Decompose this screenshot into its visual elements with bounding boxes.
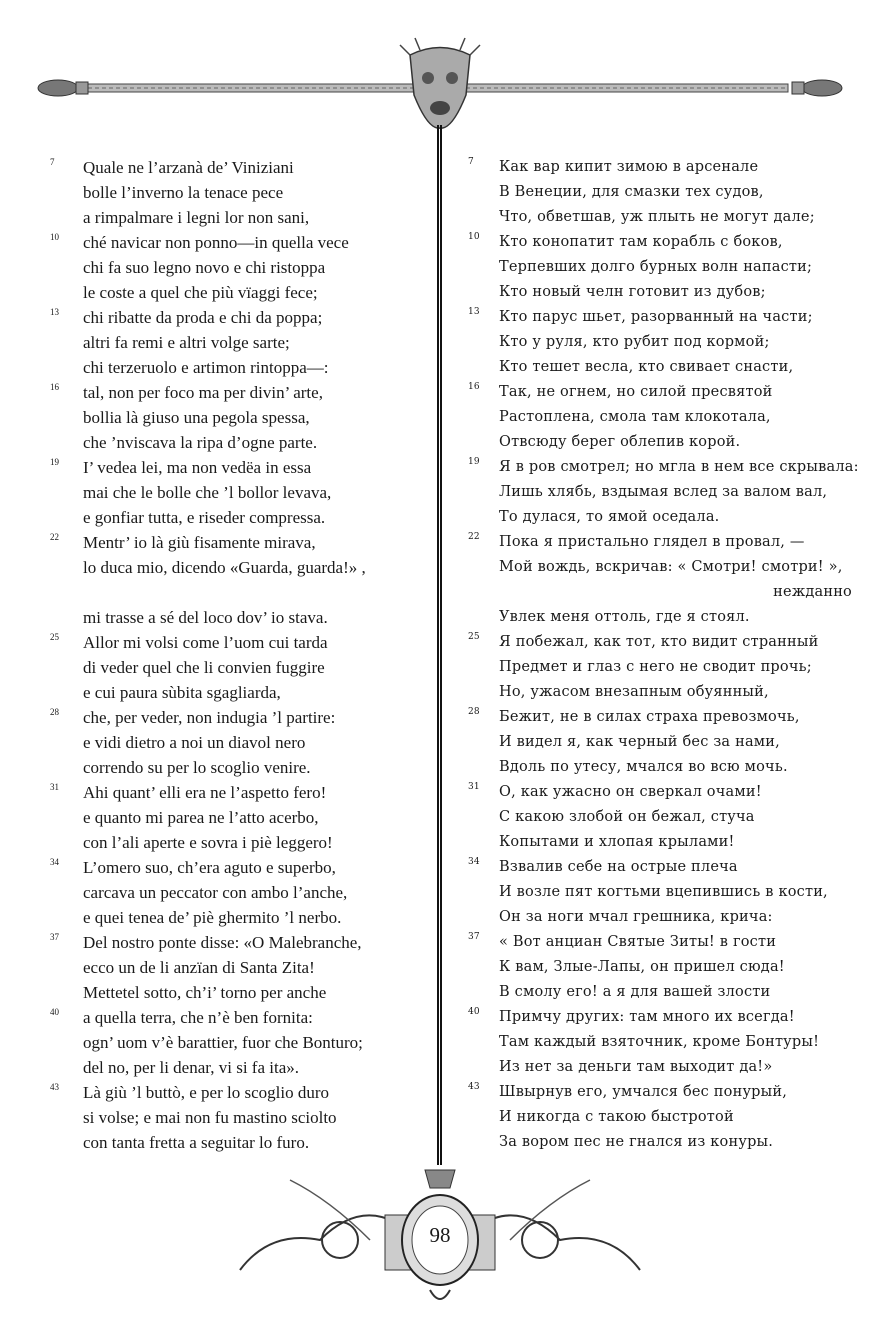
verse-text: Quale ne l’arzanà de’ Viniziani [83, 158, 294, 177]
verse-line [468, 355, 848, 380]
line-number: 34 [50, 857, 59, 867]
verse-text: con tanta fretta a seguitar lo furo. [83, 1133, 310, 1152]
verse-line [468, 580, 852, 605]
verse-text: a rimpalmare i legni lor non sani, [83, 208, 310, 227]
verse-text: « Вот анциан Святые Зиты! в гости [499, 934, 777, 950]
verse-line [50, 780, 430, 805]
verse-line [468, 230, 848, 255]
verse-text: con l’ali aperte e sovra i piè leggero! [83, 833, 333, 852]
verse-text: che ’nviscava la ripa d’ogne parte. [83, 433, 318, 452]
verse-text: Ahi quant’ elli era ne l’aspetto fero! [83, 783, 327, 802]
line-number: 40 [468, 1007, 480, 1017]
verse-line [50, 655, 430, 680]
verse-line [468, 430, 848, 455]
verse-line [50, 1055, 430, 1080]
verse-text: Но, ужасом внезапным обуянный, [499, 684, 769, 700]
verse-line [50, 380, 430, 405]
verse-text: Пока я пристально глядел в провал, — [499, 534, 805, 550]
line-number: 19 [50, 457, 59, 467]
line-number: 37 [468, 932, 480, 942]
line-number: 34 [468, 857, 480, 867]
verse-text: В Венеции, для смазки тех судов, [499, 184, 764, 200]
verse-line [50, 855, 430, 880]
verse-line [468, 655, 848, 680]
verse-line [468, 380, 848, 405]
verse-line [50, 1105, 430, 1130]
page-number: 98 [429, 1223, 451, 1247]
line-number: 22 [468, 532, 480, 542]
verse-line [50, 205, 430, 230]
line-number: 16 [468, 382, 480, 392]
verse-line [468, 505, 848, 530]
verse-text: Я побежал, как тот, кто видит странный [499, 634, 819, 650]
verse-text: si volse; e mai non fu mastino sciolto [83, 1108, 337, 1127]
verse-overflow-fragment: нежданно [773, 584, 852, 600]
verse-text: Там каждый взяточник, кроме Бонтуры! [499, 1034, 820, 1050]
verse-text: Примчу других: там много их всегда! [499, 1009, 795, 1025]
verse-text: И возле пят когтьми вцепившись в кости, [499, 884, 828, 900]
verse-text: bolle l’inverno la tenace pece [83, 183, 284, 202]
verse-text: e gonfiar tutta, e riseder compressa. [83, 508, 326, 527]
verse-line [468, 855, 848, 880]
verse-line [50, 705, 430, 730]
verse-line [50, 430, 430, 455]
verse-line [50, 830, 430, 855]
verse-text: correndo su per lo scoglio venire. [83, 758, 311, 777]
italian-column [50, 155, 430, 1155]
verse-line [468, 305, 848, 330]
verse-text: Из нет за деньги там выходит да!» [499, 1059, 773, 1075]
verse-text: Кто парус шьет, разорванный на части; [499, 309, 813, 325]
verse-line [50, 555, 430, 580]
verse-line [50, 230, 430, 255]
verse-text: Увлек меня оттоль, где я стоял. [499, 609, 750, 625]
line-number: 28 [468, 707, 480, 717]
verse-text: Растоплена, смола там клокотала, [499, 409, 771, 425]
verse-line [468, 955, 848, 980]
verse-text: Копытами и хлопая крылами! [499, 834, 735, 850]
verse-line [50, 505, 430, 530]
verse-line [468, 280, 848, 305]
verse-line [468, 405, 848, 430]
verse-text: e cui paura sùbita sgagliarda, [83, 683, 281, 702]
verse-line [468, 1080, 848, 1105]
verse-line [50, 255, 430, 280]
line-number: 25 [50, 632, 59, 642]
verse-text: e quei tenea de’ piè ghermito ’l nerbo. [83, 908, 342, 927]
verse-text: altri fa remi e altri volge sarte; [83, 333, 290, 352]
verse-text: che, per veder, non indugia ’l partire: [83, 708, 336, 727]
verse-line [50, 955, 430, 980]
left-scroll-icon [240, 1180, 400, 1270]
verse-line [468, 780, 848, 805]
verse-text: Mentr’ io là giù fisamente mirava, [83, 533, 316, 552]
verse-text: К вам, Злые-Лапы, он пришел сюда! [499, 959, 785, 975]
line-number: 19 [468, 457, 480, 467]
verse-line [50, 530, 430, 555]
verse-line [468, 555, 848, 580]
verse-text: lo duca mio, dicendo «Guarda, guarda!» , [83, 558, 366, 577]
verse-text: Взвалив себе на острые плеча [499, 859, 738, 875]
verse-line [468, 455, 859, 480]
verse-text: За вором пес не гнался из конуры. [499, 1134, 774, 1150]
verse-text: le coste a quel che più vïaggi fece; [83, 283, 318, 302]
line-number: 16 [50, 382, 59, 392]
verse-text: Del nostro ponte disse: «O Malebranche, [83, 933, 362, 952]
verse-text: L’omero suo, ch’era aguto e superbo, [83, 858, 336, 877]
line-number: 43 [50, 1082, 59, 1092]
verse-text: Кто у руля, кто рубит под кормой; [499, 334, 770, 350]
verse-line [50, 1005, 430, 1030]
verse-text: Что, обветшав, уж плыть не могут дале; [499, 209, 815, 225]
verse-line [468, 930, 848, 955]
line-number: 31 [468, 782, 480, 792]
verse-line [50, 405, 430, 430]
verse-text: mai che le bolle che ’l bollor levava, [83, 483, 332, 502]
verse-line [468, 1005, 848, 1030]
verse-line [50, 355, 430, 380]
verse-line [50, 1030, 430, 1055]
verse-text: Кто конопатит там корабль с боков, [499, 234, 783, 250]
verse-text: chi ribatte da proda e chi da poppa; [83, 308, 323, 327]
line-number: 10 [50, 232, 59, 242]
verse-text: Он за ноги мчал грешника, крича: [499, 909, 773, 925]
verse-text: bollia là giuso una pegola spessa, [83, 408, 310, 427]
verse-line [468, 530, 848, 555]
verse-text: Мой вождь, вскричав: « Смотри! смотри! », [499, 559, 843, 575]
verse-line [50, 580, 430, 605]
line-number: 7 [468, 157, 474, 167]
verse-text: di veder quel che li convien fuggire [83, 658, 325, 677]
verse-line [50, 630, 430, 655]
line-number: 31 [50, 782, 59, 792]
verse-text: Вдоль по утесу, мчался во всю мочь. [499, 759, 788, 775]
verse-line [50, 880, 430, 905]
verse-text: Предмет и глаз с него не сводит прочь; [499, 659, 812, 675]
verse-line [468, 205, 848, 230]
verse-line [468, 805, 848, 830]
verse-text: I’ vedea lei, ma non vedëa in essa [83, 458, 312, 477]
left-finial-icon [38, 80, 88, 96]
verse-line [50, 755, 430, 780]
line-number: 43 [468, 1082, 480, 1092]
verse-text: e quanto mi parea ne l’atto acerbo, [83, 808, 319, 827]
verse-text: Так, не огнем, но силой пресвятой [499, 384, 773, 400]
verse-line [50, 680, 430, 705]
verse-line [468, 730, 848, 755]
verse-text: mi trasse a sé del loco dov’ io stava. [83, 608, 328, 627]
verse-line [468, 605, 848, 630]
verse-text: ogn’ uom v’è barattier, fuor che Bonturo; [83, 1033, 363, 1052]
verse-text: В смолу его! а я для вашей злости [499, 984, 771, 1000]
verse-line [468, 1055, 848, 1080]
verse-text: chi terzeruolo e artimon rintoppa—: [83, 358, 329, 377]
verse-line [50, 155, 430, 180]
verse-line [50, 330, 430, 355]
verse-text: Là giù ’l buttò, e per lo scoglio duro [83, 1083, 329, 1102]
verse-line [468, 980, 848, 1005]
verse-text: ecco un de li anzïan di Santa Zita! [83, 958, 315, 977]
verse-line [468, 630, 848, 655]
verse-text: Allor mi volsi come l’uom cui tarda [83, 633, 328, 652]
verse-text: carcava un peccator con ambo l’anche, [83, 883, 348, 902]
lion-mask-icon [400, 38, 480, 128]
line-number: 13 [468, 307, 480, 317]
column-divider [437, 125, 442, 1165]
verse-text: И видел я, как черный бес за нами, [499, 734, 780, 750]
verse-text: tal, non per foco ma per divin’ arte, [83, 383, 323, 402]
verse-text: Терпевших долго бурных волн напасти; [499, 259, 813, 275]
verse-line [50, 980, 430, 1005]
line-number: 22 [50, 532, 59, 542]
verse-line [468, 180, 848, 205]
verse-line [468, 680, 848, 705]
verse-line [468, 905, 848, 930]
verse-text: e vidi dietro a noi un diavol nero [83, 733, 306, 752]
verse-line [50, 805, 430, 830]
verse-line [468, 705, 848, 730]
verse-line [468, 880, 848, 905]
verse-text: Швырнув его, умчался бес понурый, [499, 1084, 788, 1100]
verse-text: С какою злобой он бежал, стуча [499, 809, 755, 825]
russian-column [468, 155, 859, 1155]
line-number: 37 [50, 932, 59, 942]
verse-line [50, 180, 430, 205]
line-number: 7 [50, 157, 55, 167]
verse-line [468, 830, 848, 855]
verse-line [468, 155, 848, 180]
line-number: 13 [50, 307, 59, 317]
verse-line [50, 1080, 430, 1105]
verse-text: Лишь хлябь, вздымая вслед за валом вал, [499, 484, 828, 500]
verse-line [50, 480, 430, 505]
verse-text: chi fa suo legno novo e chi ristoppa [83, 258, 326, 277]
verse-line [468, 755, 848, 780]
verse-line [50, 605, 430, 630]
verse-text: И никогда с такою быстротой [499, 1109, 734, 1125]
verse-text: То дулася, то ямой оседала. [499, 509, 720, 525]
verse-line [50, 455, 430, 480]
verse-text: Mettetel sotto, ch’i’ torno per anche [83, 983, 327, 1002]
verse-line [468, 1105, 848, 1130]
verse-line [50, 305, 430, 330]
verse-line [468, 255, 848, 280]
verse-text: Кто тешет весла, кто свивает снасти, [499, 359, 794, 375]
verse-line [468, 480, 848, 505]
verse-text: О, как ужасно он сверкал очами! [499, 784, 762, 800]
line-number: 25 [468, 632, 480, 642]
right-scroll-icon [480, 1180, 640, 1270]
verse-text: ché navicar non ponno—in quella vece [83, 233, 349, 252]
verse-text: Как вар кипит зимою в арсенале [499, 159, 759, 175]
verse-line [50, 930, 430, 955]
verse-line [468, 330, 848, 355]
verse-text: Бежит, не в силах страха превозмочь, [499, 709, 800, 725]
verse-text: Кто новый челн готовит из дубов; [499, 284, 766, 300]
verse-text: Я в ров смотрел; но мгла в нем все скрывала: [499, 459, 859, 475]
verse-line [468, 1030, 848, 1055]
line-number: 28 [50, 707, 59, 717]
line-number: 40 [50, 1007, 59, 1017]
right-finial-icon [792, 80, 842, 96]
verse-line [50, 280, 430, 305]
verse-text: Отвсюду берег облепив корой. [499, 434, 741, 450]
verse-text: a quella terra, che n’è ben fornita: [83, 1008, 313, 1027]
verse-line [50, 730, 430, 755]
verse-line [50, 905, 430, 930]
line-number: 10 [468, 232, 480, 242]
verse-text: del no, per li denar, vi si fa ita». [83, 1058, 300, 1077]
